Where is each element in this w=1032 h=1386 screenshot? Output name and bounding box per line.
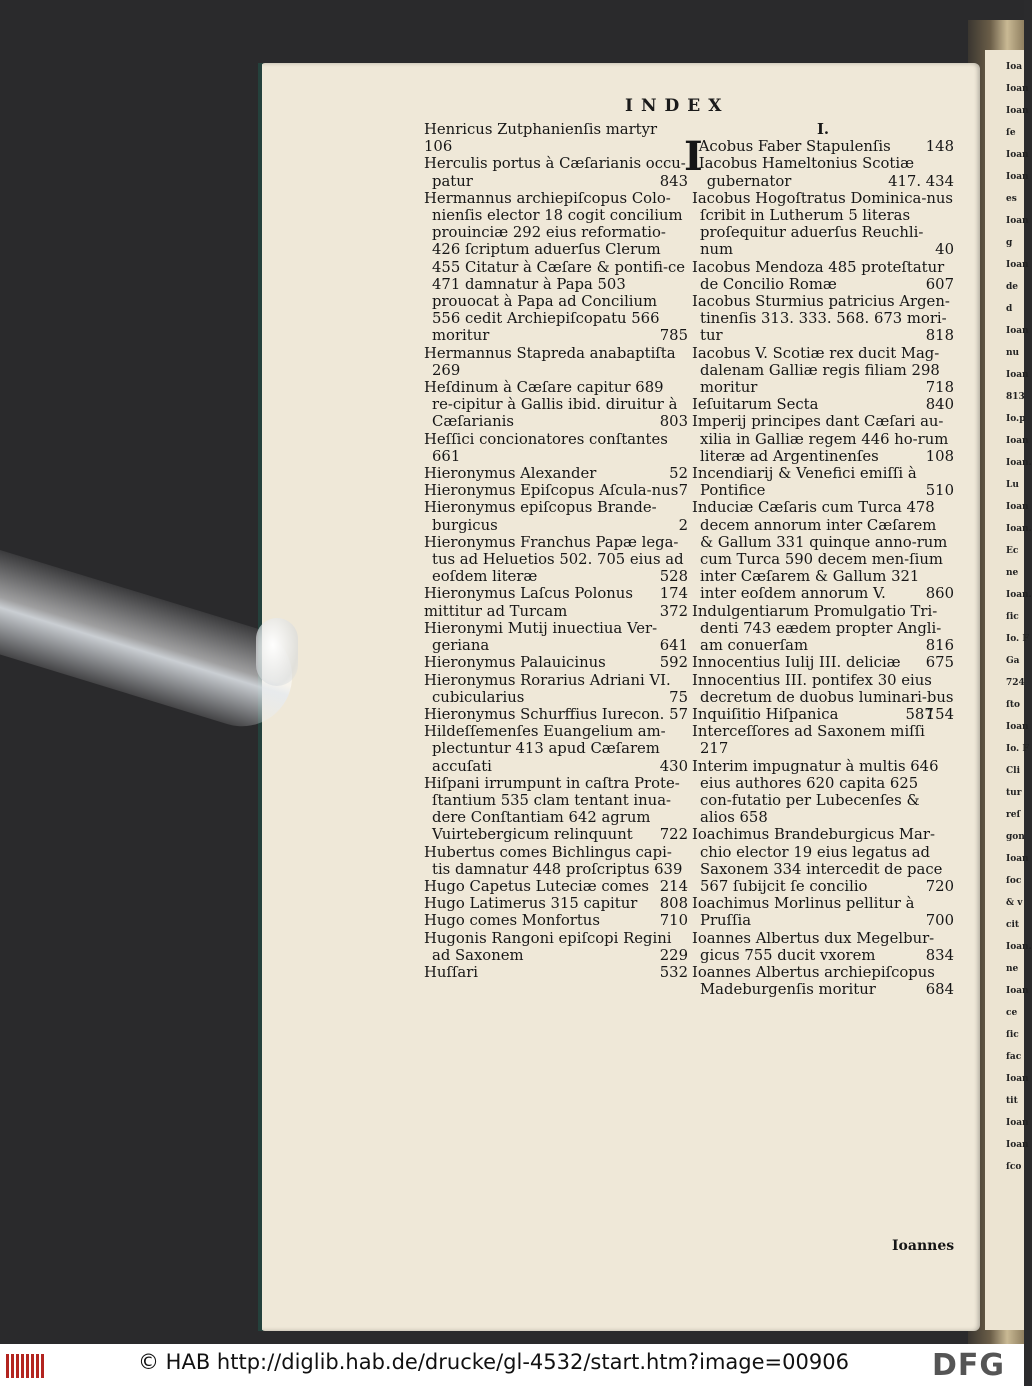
- entry-page-number: 108: [925, 447, 954, 465]
- entry-page-number: 843: [659, 172, 688, 190]
- entry-page-number: 587: [905, 705, 934, 723]
- entry-text: Hieronymus Franchus Papæ lega-tus ad Heluetios 502. 705 eius ad eoſdem literæ: [424, 533, 684, 586]
- index-column-left: [424, 121, 688, 981]
- index-entry: [692, 413, 954, 465]
- entry-text: Acobus Faber Stapulenſis: [698, 138, 891, 156]
- entry-text: Iacobus Sturmius patricius Argen-tinenſis 313. 333. 568. 673 mori-tur: [692, 293, 950, 345]
- index-entry: [424, 878, 688, 895]
- entry-page-number: 7: [678, 482, 688, 500]
- entry-page-number: 214: [659, 877, 688, 895]
- entry-text: mittitur ad Turcam: [424, 602, 568, 620]
- entry-page-number: 148: [925, 138, 954, 156]
- index-entry: [424, 499, 688, 533]
- adjacent-page-text: Ioa Ioan Ioan ſe Ioan Ioan es Ioan g Ioan de d Ioan nu Ioan 813 Io.p Ioan Ioan. Lu Ioan Ioan. Ec ne Ioan. ſic Io. F Ga 724 ſto Ioan Io. F Cli tur reſ gon Ioan ſoc & v cit Ioan. ne Ioan ce ſic fac Ioan tit Ioan Ioan ſco: [1006, 62, 1032, 1172]
- index-entry: [424, 672, 688, 706]
- entry-text: Induciæ Cæſaris cum Turca 478 decem annorum inter Cæſarem & Gallum 331 quinque anno-rum cum Turca 590 decem men-ſium inter Cæſarem & Gallum 321 inter eoſdem annorum V.: [692, 499, 948, 603]
- entry-text: Innocentius III. pontifex 30 eius decretum de duobus luminari-bus: [692, 671, 954, 706]
- entry-text: Heſdinum à Cæſare capitur 689 re-cipitur à Gallis ibid. diruitur à Cæſarianis: [424, 379, 678, 431]
- dfg-logo: DFG: [932, 1348, 1006, 1383]
- entry-text: Indulgentiarum Promulgatio Tri-denti 743 eædem propter Angli-am conuerſam: [692, 602, 942, 655]
- index-entry: [424, 603, 688, 620]
- index-entry: [424, 912, 688, 929]
- entry-text: Iacobus Hogoſtratus Dominica-nus ſcribit in Lutherum 5 literas proſequitur aduerſus Reuchli-num: [692, 189, 954, 259]
- entry-text: Hubertus comes Bichlingus capi-tis damnatur 448 proſcriptus 639: [424, 843, 683, 878]
- index-column-right: [684, 121, 954, 999]
- index-entry: [692, 758, 954, 827]
- catchword: Ioannes: [892, 1238, 955, 1254]
- entry-page-number: 710: [659, 912, 688, 930]
- entry-text: Hugonis Rangoni epiſcopi Regini ad Saxonem: [424, 929, 672, 964]
- index-entry: [424, 895, 688, 912]
- entry-text: Interceſſores ad Saxonem miſſi 217: [692, 723, 925, 758]
- page-header: INDEX: [625, 96, 730, 116]
- entry-page-number: 607: [925, 275, 954, 293]
- entry-text: Iacobus V. Scotiæ rex ducit Mag-dalenam Galliæ regis filiam 298 moritur: [692, 344, 940, 397]
- index-entry: [424, 190, 688, 345]
- entry-page-number: 818: [925, 327, 954, 345]
- index-entry: [424, 465, 688, 482]
- entry-page-number: 417. 434: [888, 172, 954, 190]
- index-entry: [424, 654, 688, 671]
- index-entry: [692, 706, 954, 723]
- entry-page-number: 722: [659, 826, 688, 844]
- index-entry: [424, 964, 688, 981]
- entry-page-number: 840: [925, 396, 954, 414]
- entry-page-number: 816: [925, 637, 954, 655]
- entry-page-number: 528: [659, 568, 688, 586]
- entry-text: Iacobus Hameltonius Scotiæ gubernator: [698, 155, 914, 190]
- index-entry: [424, 534, 688, 586]
- entry-page-number: 860: [925, 585, 954, 603]
- entry-page-number: 785: [659, 327, 688, 345]
- entry-text: Iacobus Mendoza 485 proteſtatur de Concilio Romæ: [692, 258, 945, 293]
- index-entry: [424, 155, 688, 189]
- entry-text: Innocentius Iulij III. deliciæ: [692, 654, 901, 672]
- entry-page-number: 641: [659, 637, 688, 655]
- entry-text: Hugo comes Monfortus: [424, 912, 600, 930]
- entry-text: Hieronymus Alexander: [424, 465, 597, 483]
- entry-page-number: 700: [925, 912, 954, 930]
- entry-text: Hugo Latimerus 315 capitur: [424, 895, 638, 913]
- entry-page-number: 675: [925, 654, 954, 672]
- index-entry: [692, 930, 954, 964]
- index-entry: [424, 930, 688, 964]
- entry-text: Inquiſitio Hiſpanica: [692, 705, 839, 723]
- entry-text: Heſſici concionatores conſtantes 661: [424, 430, 668, 465]
- index-entry: [692, 964, 954, 998]
- entry-text: Hiſpani irrumpunt in caſtra Prote-ſtantium 535 clam tentant inua-dere Conſtantiam 642 agrum Vuirtebergicum relinquunt: [424, 774, 680, 844]
- entry-page-number: 808: [659, 895, 688, 913]
- drop-initial: I: [684, 133, 703, 181]
- entry-text: Hermannus archiepiſcopus Colo-nienſis elector 18 cogit concilium prouinciæ 292 eius reformatio-426 ſcriptum aduerſus Clerum 455 Citatur à Cæſare & pontifi-ce 471 damnatur à Papa 503 prouocat à Papa ad Concilium 556 cedit Archiepiſcopatu 566 moritur: [424, 189, 685, 345]
- index-entry: [692, 293, 954, 345]
- index-entry: [692, 155, 954, 189]
- entry-text: Hieronymi Mutij inuectiua Ver-geriana: [424, 619, 658, 655]
- entry-text: Hieronymus epiſcopus Brande-burgicus: [424, 499, 657, 534]
- entry-text: Hieronymus Laſcus Polonus: [424, 585, 633, 603]
- index-entry: [424, 585, 688, 602]
- index-entry: [424, 431, 688, 465]
- index-entry: [424, 345, 688, 379]
- index-entry: [692, 654, 954, 671]
- index-entry: [424, 379, 688, 431]
- entry-text: Hieronymus Palauicinus: [424, 654, 606, 672]
- entry-text: Interim impugnatur à multis 646 eius authores 620 capita 625 con-futatio per Lubecenſes & alios 658: [692, 757, 939, 827]
- index-entry: [424, 482, 688, 499]
- entry-page-number: 57: [669, 705, 688, 723]
- entry-text: Huſſari: [424, 963, 479, 981]
- index-entry: [692, 826, 954, 895]
- entry-text: Incendiarij & Venefici emiſſi à Pontifice: [692, 465, 917, 500]
- index-entry: [424, 121, 688, 138]
- glass-rod-tip: [256, 618, 298, 686]
- index-entry: [424, 620, 688, 654]
- entry-text: Ioachimus Brandeburgicus Mar-chio elector 19 eius legatus ad Saxonem 334 intercedit de pace 567 ſubijcit ſe concilio: [692, 826, 943, 895]
- index-entry: [424, 723, 688, 775]
- entry-text: Hieronymus Rorarius Adriani VI. cubicularius: [424, 671, 671, 706]
- entry-page-number: 174: [659, 585, 688, 603]
- index-entry: [692, 190, 954, 259]
- index-entry: [692, 499, 954, 602]
- entry-text: Hildeſſemenſes Euangelium am-plectuntur 413 apud Cæſarem accuſati: [424, 723, 666, 775]
- viewer-footer: [0, 1344, 1024, 1386]
- entry-page-number: 430: [659, 757, 688, 775]
- hab-logo-icon: [6, 1354, 44, 1378]
- entry-text: Ieſuitarum Secta: [692, 396, 819, 414]
- entry-page-number: 372: [659, 602, 688, 620]
- section-letter: I.: [816, 121, 830, 138]
- entry-text: 106: [424, 138, 453, 156]
- entry-page-number: 154: [925, 705, 954, 723]
- entry-text: Hieronymus Schurffius Iurecon.: [424, 705, 665, 723]
- index-entry: [692, 345, 954, 397]
- entry-page-number: 718: [925, 379, 954, 397]
- right-entries: [684, 133, 954, 999]
- index-entry: [692, 396, 954, 413]
- entry-page-number: 2: [678, 516, 688, 534]
- entry-page-number: 684: [925, 981, 954, 999]
- entry-page-number: 532: [659, 963, 688, 981]
- index-entry: [424, 844, 688, 878]
- entry-text: Ioachimus Morlinus pellitur à Pruſſia: [692, 895, 915, 930]
- index-entry: [692, 603, 954, 655]
- index-entry: [424, 706, 688, 723]
- entry-page-number: 834: [925, 946, 954, 964]
- copyright-url[interactable]: © HAB http://diglib.hab.de/drucke/gl-4532/start.htm?image=00906: [138, 1350, 849, 1374]
- entry-page-number: 52: [669, 465, 688, 483]
- entry-text: Herculis portus à Cæſarianis occu-patur: [424, 155, 686, 190]
- index-entry: [692, 895, 954, 929]
- index-entry: [424, 138, 688, 155]
- entry-text: Imperij principes dant Cæſari au-xilia in Galliæ regem 446 ho-rum literæ ad Argentinenſes: [692, 413, 949, 465]
- entry-page-number: 75: [669, 688, 688, 706]
- entry-page-number: 229: [659, 946, 688, 964]
- entry-page-number: 40: [935, 241, 954, 259]
- entry-text: Henricus Zutphanienſis martyr: [424, 121, 658, 138]
- index-entry: [692, 465, 954, 499]
- entry-page-number: 803: [659, 413, 688, 431]
- entry-page-number: 510: [925, 482, 954, 500]
- entry-text: Ioannes Albertus archiepiſcopus Madeburgenſis moritur: [692, 963, 935, 999]
- entry-page-number: 592: [659, 654, 688, 672]
- entry-text: Hieronymus Epiſcopus Aſcula-nus: [424, 482, 679, 500]
- index-entry: [692, 723, 954, 757]
- entry-text: Hugo Capetus Luteciæ comes: [424, 877, 649, 895]
- index-entry: [692, 259, 954, 293]
- index-entry: [424, 775, 688, 844]
- entry-text: Hermannus Stapreda anabaptiſta 269: [424, 344, 676, 379]
- entry-text: Ioannes Albertus dux Megelbur-gicus 755 ducit vxorem: [692, 929, 935, 964]
- entry-page-number: 720: [925, 877, 954, 895]
